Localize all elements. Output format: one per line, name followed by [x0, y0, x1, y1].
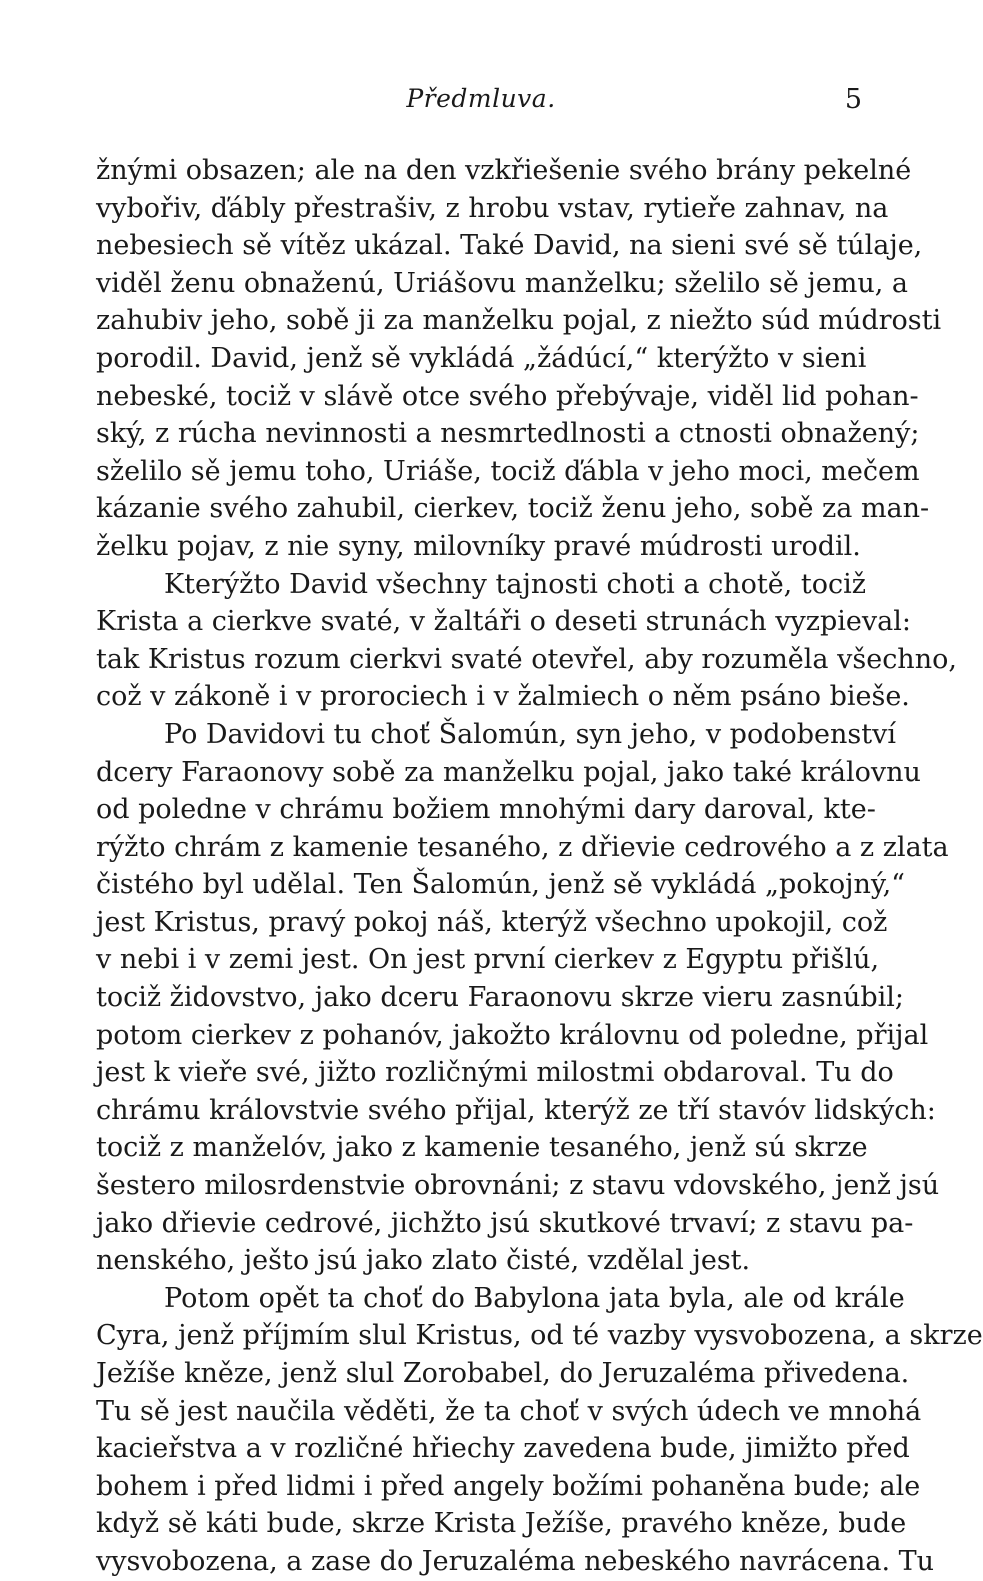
- text-line: chrámu královstvie svého přijal, kterýž ze tří stavóv lidských:: [96, 1094, 936, 1126]
- text-line: Krista a cierkve svaté, v žaltáři o deseti strunách vyzpieval:: [96, 606, 911, 638]
- running-title: Předmluva.: [406, 84, 556, 113]
- text-line: nenského, ješto jsú jako zlato čisté, vzdělal jest.: [96, 1245, 751, 1277]
- text-line: nebeské, tociž v slávě otce svého přebývaje, viděl lid pohan-: [96, 380, 919, 412]
- text-line: v nebi i v zemi jest. On jest první cierkev z Egyptu přišlú,: [96, 944, 880, 976]
- text-line: bohem i před lidmi i před angely božími pohaněna bude; ale: [96, 1470, 921, 1502]
- body-text: [96, 152, 983, 1581]
- book-page: [96, 84, 983, 1581]
- text-line: zahubiv jeho, sobě ji za manželku pojal, z niežto súd múdrosti: [96, 305, 942, 337]
- text-line: Potom opět ta choť do Babylona jata byla, ale od krále: [164, 1282, 905, 1314]
- running-header: [96, 84, 866, 124]
- page-number: 5: [844, 84, 862, 115]
- text-line: Ježíše kněze, jenž slul Zorobabel, do Jeruzaléma přivedena.: [96, 1358, 910, 1389]
- text-line: což v zákoně i v prorociech i v žalmiech o něm psáno bieše.: [96, 681, 910, 713]
- text-line: vybořiv, ďábly přestrašiv, z hrobu vstav, rytieře zahnav, na: [96, 192, 889, 224]
- text-line: jest Kristus, pravý pokoj náš, kterýž všechno upokojil, což: [96, 906, 888, 938]
- text-line: šestero milosrdenstvie obrovnáni; z stavu vdovského, jenž jsú: [96, 1170, 940, 1202]
- text-line: sželilo sě jemu toho, Uriáše, tociž ďábla v jeho moci, mečem: [96, 455, 920, 487]
- text-line: Cyra, jenž příjmím slul Kristus, od té vazby vysvobozena, a skrze: [96, 1320, 983, 1352]
- text-line: tociž z manželóv, jako z kamenie tesaného, jenž sú skrze: [96, 1132, 868, 1164]
- text-line: tociž židovstvo, jako dceru Faraonovu skrze vieru zasnúbil;: [96, 982, 905, 1014]
- text-line: želku pojav, z nie syny, milovníky pravé múdrosti urodil.: [96, 530, 861, 562]
- text-line: kacieřstva a v rozličné hřiechy zavedena bude, jimižto před: [96, 1433, 910, 1465]
- text-line: kázanie svého zahubil, cierkev, tociž ženu jeho, sobě za man-: [96, 493, 930, 525]
- text-line: ský, z rúcha nevinnosti a nesmrtedlnosti a ctnosti obnažený;: [96, 418, 920, 450]
- text-line: od poledne v chrámu božiem mnohými dary daroval, kte-: [96, 794, 876, 826]
- text-line: viděl ženu obnaženú, Uriášovu manželku; sželilo sě jemu, a: [96, 267, 909, 299]
- text-line: čistého byl udělal. Ten Šalomún, jenž sě vykládá „pokojný,“: [96, 869, 905, 901]
- text-line: jako dřievie cedrové, jichžto jsú skutkové trvaví; z stavu pa-: [96, 1207, 914, 1239]
- text-line: když sě káti bude, skrze Krista Ježíše, pravého kněze, bude: [96, 1508, 907, 1540]
- text-line: potom cierkev z pohanóv, jakožto královnu od poledne, přijal: [96, 1019, 929, 1051]
- text-line: rýžto chrám z kamenie tesaného, z dřievie cedrového a z zlata: [96, 831, 949, 863]
- text-line: žnými obsazen; ale na den vzkřiešenie svého brány pekelné: [96, 155, 912, 186]
- text-line: dcery Faraonovy sobě za manželku pojal, jako také královnu: [96, 756, 921, 788]
- text-line: Tu sě jest naučila věděti, že ta choť v svých údech ve mnohá: [96, 1395, 922, 1427]
- text-line: nebesiech sě vítěz ukázal. Také David, na sieni své sě túlaje,: [96, 230, 923, 262]
- text-line: vysvobozena, a zase do Jeruzaléma nebeského navrácena. Tu: [96, 1545, 935, 1577]
- text-line: tak Kristus rozum cierkvi svaté otevřel, aby rozuměla všechno,: [96, 643, 957, 675]
- text-line: Po Davidovi tu choť Šalomún, syn jeho, v podobenství: [164, 718, 897, 750]
- text-line: Kterýžto David všechny tajnosti choti a chotě, tociž: [164, 568, 866, 600]
- text-line: jest k vieře své, jižto rozličnými milostmi obdaroval. Tu do: [96, 1057, 894, 1089]
- text-line: porodil. David, jenž sě vykládá „žádúcí,“ kterýžto v sieni: [96, 342, 867, 374]
